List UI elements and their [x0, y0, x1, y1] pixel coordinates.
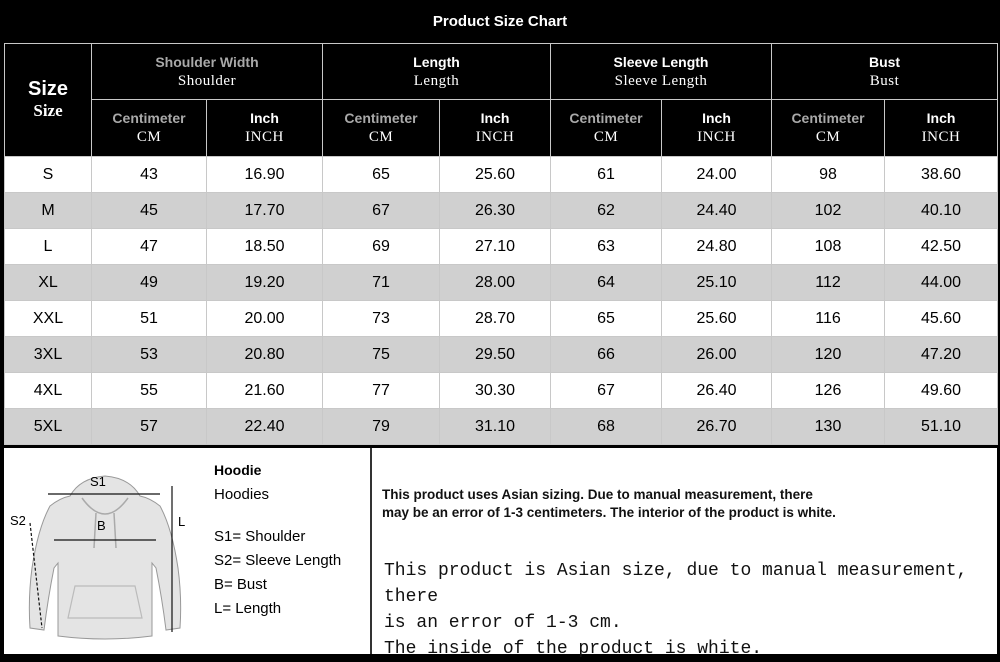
- value-cell: 67: [551, 373, 662, 409]
- unit-header-inch: [885, 100, 998, 157]
- value-cell: 102: [772, 193, 885, 229]
- group-header-en: Shoulder Width: [155, 53, 259, 70]
- value-cell: 26.40: [662, 373, 772, 409]
- legend-item-length: L= Length: [214, 600, 282, 617]
- value-cell: 62: [551, 193, 662, 229]
- hoodie-icon: [29, 476, 180, 639]
- sizing-note-cn-line: is an error of 1-3 cm.: [384, 613, 622, 633]
- group-header-en: Length: [413, 53, 460, 70]
- value-cell: 108: [772, 229, 885, 265]
- size-cell: M: [5, 193, 92, 229]
- unit-header-cm: [772, 100, 885, 157]
- table-row: [5, 337, 998, 373]
- unit-en: Centimeter: [112, 110, 186, 126]
- unit-en: Centimeter: [344, 110, 418, 126]
- label-s2: S2: [10, 513, 26, 528]
- unit-en: Inch: [250, 110, 279, 126]
- unit-cn: INCH: [475, 129, 515, 145]
- value-cell: 98: [772, 157, 885, 193]
- value-cell: 25.60: [440, 157, 551, 193]
- value-cell: 16.90: [207, 157, 323, 193]
- value-cell: 112: [772, 265, 885, 301]
- legend-subtitle: Hoodies: [214, 486, 270, 503]
- size-table-body: [5, 157, 998, 445]
- unit-cn: INCH: [921, 129, 961, 145]
- size-cell: L: [5, 229, 92, 265]
- unit-cn: INCH: [245, 129, 284, 145]
- value-cell: 24.00: [662, 157, 772, 193]
- info-panel: [4, 448, 997, 659]
- value-cell: 28.00: [440, 265, 551, 301]
- group-header-shoulder: [92, 44, 323, 100]
- value-cell: 31.10: [440, 409, 551, 445]
- value-cell: 25.10: [662, 265, 772, 301]
- value-cell: 51: [92, 301, 207, 337]
- sizing-note-cn: [384, 558, 994, 662]
- size-cell: 5XL: [5, 409, 92, 445]
- unit-en: Centimeter: [569, 110, 643, 126]
- unit-cn: CM: [815, 129, 841, 145]
- size-cell: XXL: [5, 301, 92, 337]
- table-row: [5, 265, 998, 301]
- value-cell: 24.80: [662, 229, 772, 265]
- value-cell: 53: [92, 337, 207, 373]
- hoodie-body: [29, 476, 180, 639]
- unit-header-cm: [551, 100, 662, 157]
- table-row: [5, 409, 998, 445]
- value-cell: 30.30: [440, 373, 551, 409]
- header-group-row: [5, 44, 998, 100]
- size-header: [5, 44, 92, 157]
- value-cell: 120: [772, 337, 885, 373]
- value-cell: 44.00: [885, 265, 998, 301]
- value-cell: 49: [92, 265, 207, 301]
- sizing-note-en-line: may be an error of 1-3 centimeters. The interior of the product is white.: [382, 505, 836, 520]
- table-row: [5, 229, 998, 265]
- table-row: [5, 193, 998, 229]
- value-cell: 26.00: [662, 337, 772, 373]
- value-cell: 22.40: [207, 409, 323, 445]
- group-header-cn: Sleeve Length: [614, 72, 708, 89]
- unit-header-cm: [323, 100, 440, 157]
- value-cell: 21.60: [207, 373, 323, 409]
- sizing-note-cn-line: The inside of the product is white.: [384, 639, 763, 659]
- value-cell: 73: [323, 301, 440, 337]
- group-header-cn: Bust: [869, 72, 900, 89]
- table-row: [5, 373, 998, 409]
- sizing-note-en-line: This product uses Asian sizing. Due to manual measurement, there: [382, 487, 813, 502]
- group-header-en: Sleeve Length: [613, 53, 709, 70]
- sizing-note-en: [382, 486, 982, 522]
- group-header-sleeve: [551, 44, 772, 100]
- hoodie-diagram: [10, 468, 200, 648]
- measurement-legend: [214, 462, 341, 621]
- value-cell: 130: [772, 409, 885, 445]
- value-cell: 75: [323, 337, 440, 373]
- sizing-note-cn-line: This product is Asian size, due to manual measurement, there: [384, 561, 968, 607]
- value-cell: 79: [323, 409, 440, 445]
- unit-en: Inch: [480, 110, 510, 126]
- unit-cn: CM: [368, 129, 394, 145]
- value-cell: 38.60: [885, 157, 998, 193]
- unit-cn: INCH: [697, 129, 736, 145]
- label-s1: S1: [90, 474, 106, 489]
- group-header-cn: Shoulder: [177, 72, 237, 89]
- value-cell: 77: [323, 373, 440, 409]
- value-cell: 57: [92, 409, 207, 445]
- value-cell: 17.70: [207, 193, 323, 229]
- value-cell: 66: [551, 337, 662, 373]
- value-cell: 42.50: [885, 229, 998, 265]
- value-cell: 63: [551, 229, 662, 265]
- unit-header-inch: [662, 100, 772, 157]
- legend-item-bust: B= Bust: [214, 576, 267, 593]
- measurement-diagram-panel: [4, 448, 372, 654]
- value-cell: 40.10: [885, 193, 998, 229]
- value-cell: 26.30: [440, 193, 551, 229]
- unit-header-cm: [92, 100, 207, 157]
- size-cell: S: [5, 157, 92, 193]
- value-cell: 61: [551, 157, 662, 193]
- size-table: [4, 43, 998, 445]
- legend-title: Hoodie: [214, 462, 262, 478]
- unit-en: Inch: [926, 110, 956, 126]
- value-cell: 19.20: [207, 265, 323, 301]
- value-cell: 116: [772, 301, 885, 337]
- chart-title: Product Size Chart: [432, 12, 568, 30]
- unit-cn: CM: [593, 129, 619, 145]
- legend-item-sleeve: S2= Sleeve Length: [214, 552, 342, 569]
- value-cell: 47: [92, 229, 207, 265]
- group-header-en: Bust: [868, 53, 901, 70]
- group-header-bust: [772, 44, 998, 100]
- value-cell: 49.60: [885, 373, 998, 409]
- group-header-cn: Length: [413, 72, 460, 89]
- unit-header-inch: [440, 100, 551, 157]
- value-cell: 126: [772, 373, 885, 409]
- value-cell: 20.80: [207, 337, 323, 373]
- header-unit-row: [5, 100, 998, 157]
- value-cell: 20.00: [207, 301, 323, 337]
- table-row: [5, 301, 998, 337]
- size-header-cn: Size: [33, 101, 63, 120]
- value-cell: 25.60: [662, 301, 772, 337]
- value-cell: 65: [551, 301, 662, 337]
- label-b: B: [97, 518, 106, 533]
- value-cell: 65: [323, 157, 440, 193]
- value-cell: 18.50: [207, 229, 323, 265]
- label-l: L: [178, 514, 186, 529]
- unit-header-inch: [207, 100, 323, 157]
- value-cell: 28.70: [440, 301, 551, 337]
- unit-en: Centimeter: [791, 110, 865, 126]
- value-cell: 64: [551, 265, 662, 301]
- value-cell: 55: [92, 373, 207, 409]
- value-cell: 71: [323, 265, 440, 301]
- value-cell: 43: [92, 157, 207, 193]
- unit-cn: CM: [136, 129, 162, 145]
- notes-panel: [372, 448, 997, 659]
- value-cell: 51.10: [885, 409, 998, 445]
- value-cell: 68: [551, 409, 662, 445]
- value-cell: 69: [323, 229, 440, 265]
- size-header-en: Size: [27, 78, 69, 100]
- value-cell: 26.70: [662, 409, 772, 445]
- group-header-length: [323, 44, 551, 100]
- legend-item-shoulder: S1= Shoulder: [214, 528, 306, 545]
- value-cell: 29.50: [440, 337, 551, 373]
- value-cell: 27.10: [440, 229, 551, 265]
- size-cell: XL: [5, 265, 92, 301]
- value-cell: 67: [323, 193, 440, 229]
- table-row: [5, 157, 998, 193]
- size-cell: 4XL: [5, 373, 92, 409]
- size-cell: 3XL: [5, 337, 92, 373]
- unit-en: Inch: [702, 110, 731, 126]
- value-cell: 45: [92, 193, 207, 229]
- value-cell: 47.20: [885, 337, 998, 373]
- value-cell: 24.40: [662, 193, 772, 229]
- value-cell: 45.60: [885, 301, 998, 337]
